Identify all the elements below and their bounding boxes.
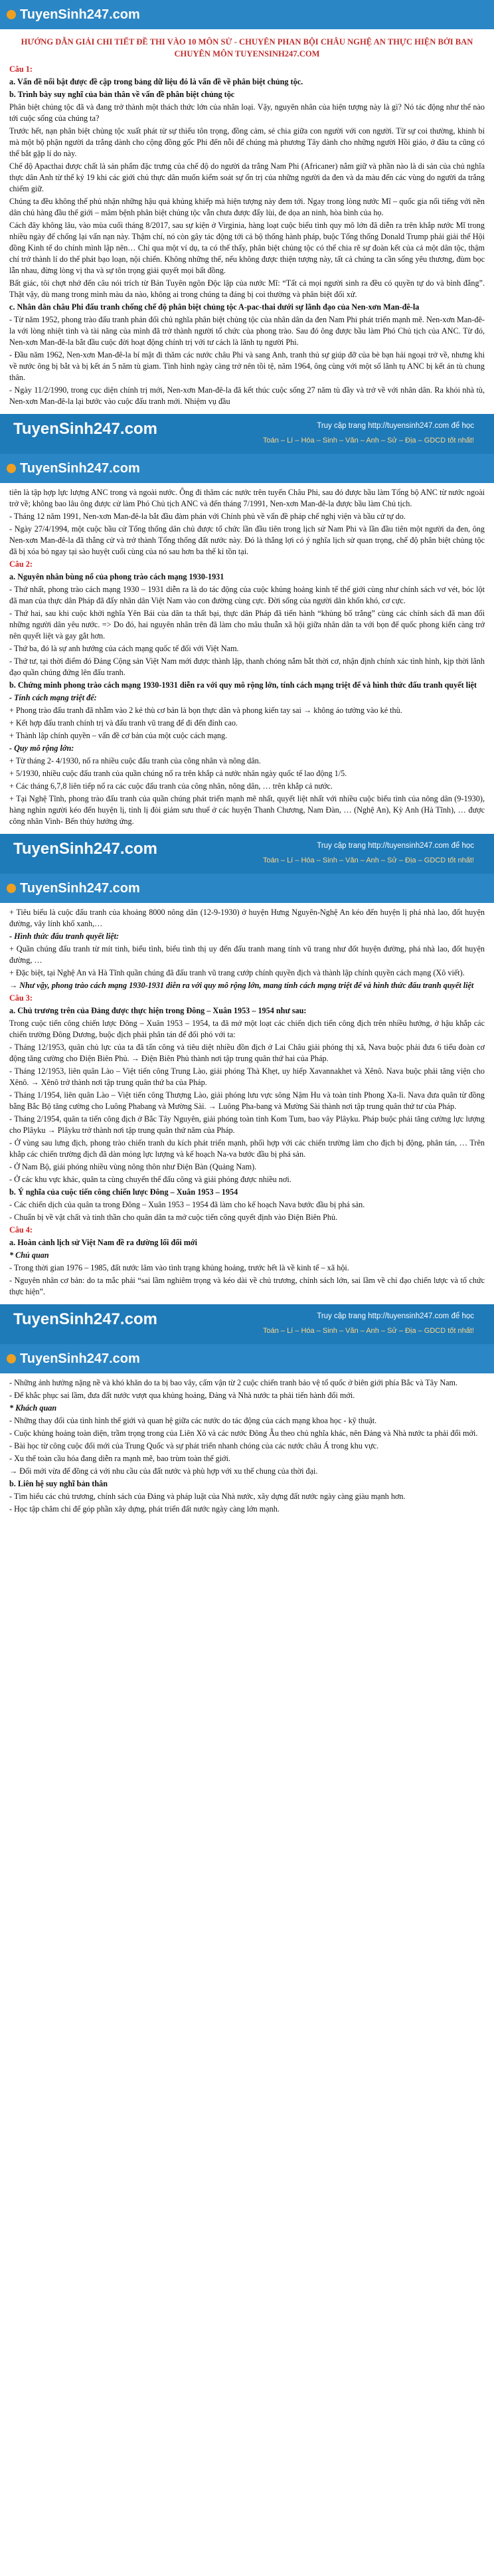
brand-logo[interactable]: TuyenSinh247.com (20, 1351, 140, 1366)
section-body (9, 1377, 485, 1515)
paragraph: + Thành lập chính quyền – vấn đề cơ bản của một cuộc cách mạng. (9, 731, 228, 740)
paragraph: + Tiêu biểu là cuộc đấu tranh của khoảng 8000 nông dân (12-9-1930) ở huyện Hưng Nguyên-Nghệ An kéo đến huyện lị phá nhà lao, đốt huyện đường, vây lính khố xanh,… (9, 908, 485, 928)
paragraph: tiên là tập hợp lực lượng ANC trong và ngoài nước. Ông đi thăm các nước trên tuyến Châu Phi, sau đó được bầu làm Tổng bộ ANC từ nước ngoài trở về; không bao lâu ông được cử làm Phó Chủ tịch ANC và đến tháng 7/1991, Nen-xơn Man-đê-la được bầu làm Chủ tịch. (9, 488, 485, 508)
section-heading: b. Ý nghĩa của cuộc tiến công chiến lược Đông – Xuân 1953 – 1954 (9, 1187, 238, 1197)
paragraph: + Từ tháng 2- 4/1930, nổ ra nhiều cuộc đấu tranh của công nhân và nông dân. (9, 756, 261, 765)
paragraph: - Tháng 1/1954, liên quân Lào – Việt tiến công Thượng Lào, giải phóng lưu vực sông Nậm Hu và toàn tỉnh Phong Xa-lì. Nava đưa quân từ đồng bằng Bắc Bộ tăng cường cho Luông Phabang và Mường Sài. → Luông Pha-bang và Mường Sài thành nơi tập trung quân thứ tư của Pháp. (9, 1090, 485, 1111)
section-heading: a. Vấn đề nổi bật được đề cập trong bảng dữ liệu đó là vấn đề về phân biệt chủng tộc. (9, 77, 303, 86)
paragraph: Chúng ta đều không thể phủ nhận những hậu quả khủng khiếp mà hiện tượng này đem tới. Ngay trong lòng nước Mĩ – quốc gia nổi tiếng với nền dân chủ hàng đầu thế giới – mâm bệnh phân biệt chủng tộc vẫn chưa được đẩy lùi, đe dọa an ninh, hòa bình của họ. (9, 197, 485, 217)
paragraph: - Để khắc phục sai lầm, đưa đất nước vượt qua khủng hoảng, Đảng và Nhà nước ta phải tiến hành đổi mới. (9, 1391, 355, 1400)
paragraph: + 5/1930, nhiều cuộc đấu tranh của quần chúng nổ ra trên khắp cả nước nhân ngày quốc tế lao động 1/5. (9, 769, 347, 778)
paragraph: - Từ năm 1952, phong trào đấu tranh phản đối chủ nghĩa phân biệt chủng tộc của nhân dân da đen Nam Phi phát triển mạnh mẽ. Nen-xơn Man-đê-la với lòng nhiệt tình và tài năng của mình đã trở thành người tổ chức của phong trào. Sau đó ông được bầu làm Phó Chủ tịch của ANC. Từ đó, Nen-xơn Man-đê-la bắt đầu cuộc đời hoạt động chính trị với tư cách là lãnh tụ người Phi. (9, 315, 485, 347)
footer-brand[interactable]: TuyenSinh247.com (13, 420, 157, 438)
section-heading: c. Nhân dân châu Phi đấu tranh chống chế độ phân biệt chủng tộc A-pac-thai dưới sự lãnh đạo của Nen-xơn Man-đê-la (9, 302, 420, 312)
paragraph: - Ngày 27/4/1994, một cuộc bầu cử Tổng thống dân chủ được tổ chức lần đầu tiên trong lịch sử Nam Phi và lần đầu tiên một người da đen, ông Nen-xơn Man-đê-la đã thắng cử và trở thành Tổng thống đất nước này. Đó là thắng lợi có ý nghĩa lịch sử quan trọng, chế độ phân biệt chủng tộc đã bị xóa bỏ ngay tại sào huyệt cuối cùng của nó sau hơn ba thế kỉ tồn tại. (9, 524, 485, 556)
logo-icon (7, 10, 16, 19)
logo-icon (7, 464, 16, 473)
content-block (0, 483, 494, 874)
content-block (0, 1373, 494, 1515)
section-heading: a. Nguyên nhân bùng nổ của phong trào cách mạng 1930-1931 (9, 572, 224, 581)
page-segment-2 (0, 454, 494, 874)
subsection-heading: → Như vậy, phong trào cách mạng 1930-1931 diễn ra với quy mô rộng lớn, mang tính cách mạng triệt để và hình thức đấu tranh quyết liệt (9, 981, 474, 990)
paragraph: Trong cuộc tiến công chiến lược Đông – Xuân 1953 – 1954, ta đã mở một loạt các chiến dịch tiến công địch trên nhiều hướng, ở hậu khắp các chiến trường Đông Dương, buộc địch phải phân tán để đối phó với ta: (9, 1019, 485, 1039)
footer-subjects: Toán – Lí – Hóa – Sinh – Văn – Anh – Sử – Địa – GDCD tốt nhất! (262, 856, 474, 864)
paragraph: + Tại Nghệ Tĩnh, phong trào đấu tranh của quần chúng phát triển mạnh mẽ nhất, quyết liệt nhất với nhiều cuộc biểu tình của nông dân (9-1930), hàng nghìn người kéo đến huyện lị, tỉnh lị đòi giảm sưu thuế ở các huyện Thanh Chương, Nam Đàn, … (Nghệ An), Kỳ Anh (Hà Tĩnh), … được công nhân Vinh- Bến thủy hưởng ứng. (9, 794, 485, 826)
logo-icon (7, 884, 16, 893)
paragraph: + Đặc biệt, tại Nghệ An và Hà Tĩnh quần chúng đã đấu tranh vũ trang cướp chính quyền địch và thành lập chính quyền cách mạng (Xô viết). (9, 968, 465, 977)
page-header (0, 0, 494, 29)
paragraph: - Ở các khu vực khác, quân ta cùng chuyển thế đấu công và giải phóng được nhiều nơi. (9, 1175, 291, 1184)
paragraph: - Tháng 12/1953, quân chủ lực của ta đã tấn công và tiêu diệt nhiều đồn địch ở Lai Châu giải phóng thị xã, Nava buộc phải đưa 6 tiểu đoàn cơ động tăng cường cho Điện Biên Phủ. → Điện Biên Phủ thành nơi tập trung quân thứ hai của Pháp. (9, 1042, 485, 1063)
paragraph: Phân biệt chủng tộc đã và đang trở thành một thách thức lớn của nhân loại. Vậy, nguyên nhân của hiện tượng này là gì? Nó tác động như thế nào tới cuộc sống của chúng ta? (9, 102, 485, 123)
paragraph: - Ở vùng sau lưng địch, phong trào chiến tranh du kích phát triển mạnh, phối hợp với các chiến trường làm cho địch bị động, phân tán, … Trên khắp các chiến trường địch đã dàn mỏng lực lượng và kế hoạch Na-va bước đầu bị phá sản. (9, 1138, 485, 1159)
page-segment-3 (0, 874, 494, 1344)
subsection-heading: - Hình thức đấu tranh quyết liệt: (9, 932, 120, 941)
paragraph: - Những thay đổi của tình hình thế giới và quan hệ giữa các nước do tác động của cách mạng khoa học - kỹ thuật. (9, 1416, 377, 1425)
paragraph: - Cuộc khủng hoảng toàn diện, trầm trọng trong của Liên Xô và các nước Đông Âu theo chủ nghĩa khác, nên Đảng và Nhà nước ta phải đổi mới. (9, 1429, 478, 1438)
footer-brand[interactable]: TuyenSinh247.com (13, 1310, 157, 1328)
page-footer (0, 1304, 494, 1344)
paragraph: + Phong trào đấu tranh đã nhằm vào 2 kẻ thù cơ bản là bọn thực dân và phong kiến tay sai → không áo tưởng vào kẻ thù. (9, 706, 402, 715)
paragraph: - Xu thế toàn cầu hóa đang diễn ra mạnh mẽ, bao trùm toàn thế giới. (9, 1454, 231, 1463)
paragraph: - Những ảnh hưởng nặng nề và khó khăn do ta bị bao vây, cấm vận từ 2 cuộc chiến tranh bảo vệ tổ quốc ở biên giới phía Bắc và Tây Nam. (9, 1378, 458, 1387)
page-header (0, 874, 494, 903)
paragraph: - Tìm hiểu các chủ trương, chính sách của Đảng và pháp luật của Nhà nước, xây dựng đất nước ngày càng giàu mạnh hơn. (9, 1492, 406, 1501)
brand-logo[interactable]: TuyenSinh247.com (20, 460, 140, 476)
section-heading: a. Chủ trương trên của Đảng được thực hiện trong Đông – Xuân 1953 – 1954 như sau: (9, 1006, 307, 1015)
content-block (0, 903, 494, 1344)
subsection-heading: - Quy mô rộng lớn: (9, 743, 74, 753)
question-heading: Câu 2: (9, 559, 33, 569)
paragraph: - Chuẩn bị về vật chất và tinh thần cho quân dân ta mở cuộc tiến công quyết định vào Điện Biên Phủ. (9, 1213, 338, 1222)
footer-subjects: Toán – Lí – Hóa – Sinh – Văn – Anh – Sử – Địa – GDCD tốt nhất! (262, 1327, 474, 1335)
subsection-heading: * Chủ quan (9, 1250, 49, 1260)
section-body (9, 64, 485, 407)
section-body (9, 907, 485, 1298)
section-heading: b. Liên hệ suy nghĩ bản thân (9, 1479, 108, 1488)
content-block (0, 29, 494, 454)
page-footer (0, 414, 494, 454)
page-header (0, 1344, 494, 1373)
paragraph: - Thứ ba, đó là sự anh hướng của cách mạng quốc tế đối với Việt Nam. (9, 644, 239, 653)
paragraph: - Ngày 11/2/1990, trong cục diện chính trị mới, Nen-xơn Man-đê-la đã kết thúc cuộc sống 27 năm tù đầy và trở về với nhân dân. Ra khỏi nhà tù, Nen-xơn Man-đê-la lại bước vào cuộc đấu tranh mới. Nhiệm vụ đầu (9, 385, 485, 406)
page-title: HƯỚNG DẪN GIẢI CHI TIẾT ĐỀ THI VÀO 10 MÔN SỬ - CHUYÊN PHAN BỘI CHÂU NGHỆ AN THỰC HIỆN BỞI BAN CHUYÊN MÔN TUYENSINH247.COM (21, 37, 473, 58)
paragraph: - Thứ nhất, phong trào cách mạng 1930 – 1931 diễn ra là do tác động của cuộc khủng hoảng kinh tế thế giới cùng như chính sách vơ vét, bóc lột đã man của thực dân Pháp đã đẩy nhân dân Việt Nam vào con đường cùng cực. Đời sống của người dân khốn khó, cơ cực. (9, 585, 485, 605)
paragraph: - Tháng 12 năm 1991, Nen-xơn Man-đê-la bắt đầu đàm phán với Chính phủ về vấn đề pháp chế nghị viện và bầu cử tự do. (9, 512, 406, 521)
brand-logo[interactable]: TuyenSinh247.com (20, 7, 140, 22)
paragraph: - Trong thời gian 1976 – 1985, đất nước lâm vào tình trạng khủng hoảng, trước hết là về kinh tế – xã hội. (9, 1263, 349, 1272)
paragraph: - Thứ tư, tại thời điểm đó Đảng Cộng sản Việt Nam mới được thành lập, thanh chóng nắm bắt thời cơ, nhận định chính xác tình hình, kịp thời lãnh đạo quần chúng đứng lên đấu tranh. (9, 656, 485, 677)
footer-tagline[interactable]: Truy cập trang http://tuyensinh247.com để học (317, 842, 474, 850)
paragraph: → Đổi mới vừa để đồng cả với nhu cầu của đất nước và phù hợp với xu thế chung của thời đại. (9, 1466, 318, 1476)
paragraph: - Bài học từ công cuộc đổi mới của Trung Quốc và sự phát triển nhanh chóng của các nước châu Á trong khu vực. (9, 1441, 379, 1450)
paragraph: - Đầu năm 1962, Nen-xơn Man-đê-la bí mật đi thăm các nước châu Phi và sang Anh, tranh thủ sự giúp đỡ của bè bạn hải ngoại trở về, nhưng khi về nước ông bị bắt và bị kết án 5 năm tù giam. Tình hình ngày càng trở nên tồi tệ, năm 1964, ông cùng với một số lãnh tụ ANC bị kết án tù chung thân. (9, 350, 485, 382)
paragraph: + Kết hợp đấu tranh chính trị và đấu tranh vũ trang để đi đến đỉnh cao. (9, 718, 238, 728)
page-segment-4 (0, 1344, 494, 1515)
logo-icon (7, 1354, 16, 1363)
footer-tagline[interactable]: Truy cập trang http://tuyensinh247.com để học (317, 1312, 474, 1320)
section-heading: b. Chứng minh phong trào cách mạng 1930-1931 diễn ra với quy mô rộng lớn, tính cách mạng triệt để và hình thức đấu tranh quyết liệt (9, 680, 477, 690)
subsection-heading: - Tính cách mạng triệt để: (9, 693, 97, 702)
question-heading: Câu 1: (9, 64, 33, 74)
paragraph: + Các tháng 6,7,8 liên tiếp nổ ra các cuộc đấu tranh của công nhân, nông dân, … trên khắp cả nước. (9, 781, 333, 791)
paragraph: - Nguyên nhân cơ bản: do ta mắc phải “sai lầm nghiêm trọng và kéo dài về chủ trương, chính sách lớn, sai lầm về chỉ đạo chiến lược và tổ chức thực hiện”. (9, 1276, 485, 1296)
paragraph: Trước hết, nạn phân biệt chủng tộc xuất phát từ sự thiếu tôn trọng, đồng cảm, sẻ chia giữa con người với con người. Từ sự coi thường, khinh bỉ mà một bộ phận người da trắng dành cho cộng đồng gốc Phi đến nỗi để chúng mà phương Tây dành cho những người Hồi giáo, ở đâu ta cũng có thể bắt gặp lí do này. (9, 126, 485, 158)
paragraph: - Học tập chăm chỉ để góp phần xây dựng, phát triển đất nước ngày càng lớn mạnh. (9, 1504, 280, 1514)
paragraph: + Quần chúng đấu tranh từ mít tinh, biểu tình, biểu tình thị uy đến đấu tranh mang tính vũ trang như đốt huyện đường, phá nhà lao, đốt huyện đường, … (9, 944, 485, 965)
brand-logo[interactable]: TuyenSinh247.com (20, 880, 140, 896)
paragraph: Cách đây không lâu, vào mùa cuối tháng 8/2017, sau sự kiện ở Virginia, hàng loạt cuộc biểu tình quy mô lớn đã diễn ra trên khắp nước Mĩ trong nhiều ngày để chống lại vấn nạn này. Thậm chí, nó còn gây tác động tới cả bộ thống hành pháp, buộc Tổng thống Donald Trump phải giải thể Hội đồng Kinh tế do chính mình lập nên… Chỉ qua một ví dụ, ta có thể thấy, phân biệt chủng tộc có thể chia rẽ sự đoàn kết của cả một dân tộc, thậm chí trở thành lí do thế phát bạo loạn, nội chiến. Không những thế, nếu không được thiện tượng này, tất cả chúng ta cần sống yêu thương, đùm bọc lẫn nhau, đừng lòng vị tha và sự tôn trọng giải quyết mọi bất đồng. (9, 221, 485, 275)
subsection-heading: * Khách quan (9, 1403, 57, 1413)
paragraph: - Ở Nam Bộ, giải phóng nhiều vùng nông thôn như Điện Bàn (Quảng Nam). (9, 1162, 257, 1171)
footer-brand[interactable]: TuyenSinh247.com (13, 840, 157, 858)
footer-tagline[interactable]: Truy cập trang http://tuyensinh247.com để học (317, 422, 474, 430)
paragraph: Bất giác, tôi chợt nhớ đến câu nói trích từ Bản Tuyên ngôn Độc lập của nước Mĩ: “Tất cả mọi người sinh ra đều có quyền tự do và bình đẳng”. Thật vậy, dù mang trong mình màu da nào, không ai trong chúng ta đáng bị coi thường và phân biệt đối xử. (9, 278, 485, 299)
paragraph: - Tháng 2/1954, quân ta tiến công địch ở Bắc Tây Nguyên, giải phóng toàn tỉnh Kom Tum, bao vây Plâyku. Pháp buộc phải tăng cường lực lượng cho Plâyku → Plâyku trở thành nơi tập trung quân thứ năm của Pháp. (9, 1114, 485, 1135)
paragraph: - Thứ hai, sau khi cuộc khởi nghĩa Yên Bái của dân ta thất bại, thực dân Pháp đã tiến hành “khủng bố trắng” cùng các chính sách đã man đối những người dân yêu nước. => Do đó, hai nguyên nhân trên đã làm cho mâu thuẫn xã hội giữa nhân dân ta với bọn đế quốc phong kiến càng trở nên quyết liệt và gay gắt hơn. (9, 609, 485, 641)
section-heading: b. Trình bày suy nghĩ của bản thân về vấn đề phân biệt chủng tộc (9, 90, 235, 99)
question-heading: Câu 3: (9, 993, 33, 1003)
paragraph: Chế độ Apacthai được chất là sản phẩm đặc trưng của chế độ do người da trắng Nam Phi (Africaner) nắm giữ và phần nào là di sản của chủ nghĩa thực dân Anh từ thế kỷ 19 khi các giới chủ thực dân muốn kiểm soát sự ổn trị của những người da đen và da màu đến các vùng do người da trắng chiếm giữ. (9, 161, 485, 193)
footer-subjects: Toán – Lí – Hóa – Sinh – Văn – Anh – Sử – Địa – GDCD tốt nhất! (262, 437, 474, 445)
page-footer (0, 834, 494, 874)
section-heading: a. Hoàn cảnh lịch sử Việt Nam đề ra đường lối đổi mới (9, 1238, 198, 1247)
paragraph: - Các chiến dịch của quân ta trong Đông – Xuân 1953 – 1954 đã làm cho kế hoạch Nava bước đầu bị phá sản. (9, 1200, 365, 1209)
paragraph: - Tháng 12/1953, liên quân Lào – Việt tiến công Trung Lào, giải phóng Thà Khẹt, uy hiếp Xavannakhet và Xênô. Nava buộc phải tăng viện cho Xênô. → Xênô trở thành nơi tập trung quân thứ ba của Pháp. (9, 1066, 485, 1087)
section-body (9, 487, 485, 827)
page-segment-1 (0, 0, 494, 454)
question-heading: Câu 4: (9, 1225, 33, 1235)
page-header (0, 454, 494, 483)
